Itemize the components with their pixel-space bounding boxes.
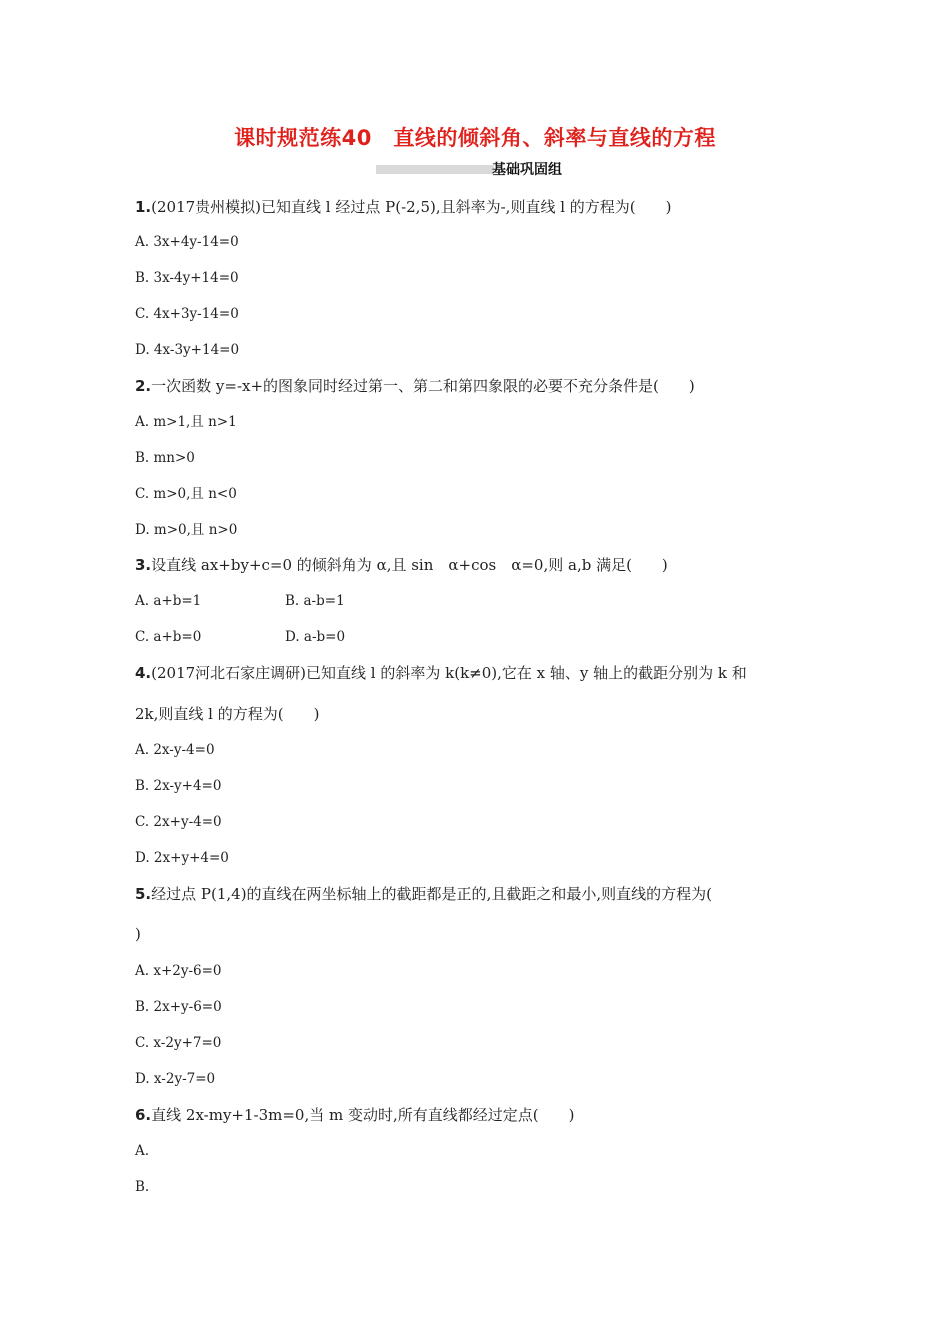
question-3-option-d: D. a-b=0: [285, 629, 346, 645]
question-1-option-d: D. 4x-3y+14=0: [135, 342, 240, 358]
question-number: 5.: [135, 885, 152, 903]
question-5-stem: [135, 884, 712, 904]
question-4-option-c: C. 2x+y-4=0: [135, 814, 222, 830]
question-text: (2017贵州模拟)已知直线 l 经过点 P(-2,5),且斜率为-,则直线 l 的方程为( ): [151, 198, 672, 216]
question-text: 直线 2x-my+1-3m=0,当 m 变动时,所有直线都经过定点( ): [151, 1106, 575, 1124]
question-6-stem: [135, 1105, 574, 1125]
question-1-option-c: C. 4x+3y-14=0: [135, 306, 239, 322]
section-title: 基础巩固组: [492, 162, 562, 178]
question-number: 6.: [135, 1106, 152, 1124]
page-title: 课时规范练40 直线的倾斜角、斜率与直线的方程: [234, 126, 716, 150]
question-2-option-d: D. m>0,且 n>0: [135, 522, 238, 538]
question-5-option-d: D. x-2y-7=0: [135, 1071, 216, 1087]
question-4-option-d: D. 2x+y+4=0: [135, 850, 229, 866]
question-5-option-b: B. 2x+y-6=0: [135, 999, 222, 1015]
question-2-option-a: A. m>1,且 n>1: [135, 414, 237, 430]
question-5-stem-continued: ): [135, 925, 141, 943]
question-1-option-a: A. 3x+4y-14=0: [135, 234, 239, 250]
section-header: [376, 159, 576, 181]
question-text: (2017河北石家庄调研)已知直线 l 的斜率为 k(k≠0),它在 x 轴、y 轴上的截距分别为 k 和: [151, 664, 747, 682]
question-text: 经过点 P(1,4)的直线在两坐标轴上的截距都是正的,且截距之和最小,则直线的方程为(: [151, 885, 712, 903]
question-6-option-a: A.: [135, 1143, 150, 1159]
question-4-option-b: B. 2x-y+4=0: [135, 778, 222, 794]
question-5-option-c: C. x-2y+7=0: [135, 1035, 222, 1051]
question-number: 3.: [135, 556, 152, 574]
question-1-option-b: B. 3x-4y+14=0: [135, 270, 239, 286]
question-3-option-c: C. a+b=0: [135, 629, 202, 645]
question-number: 2.: [135, 377, 152, 395]
question-6-option-b: B.: [135, 1179, 150, 1195]
question-2-option-b: B. mn>0: [135, 450, 195, 466]
question-2-option-c: C. m>0,且 n<0: [135, 486, 237, 502]
question-4-stem-continued: 2k,则直线 l 的方程为( ): [135, 705, 320, 723]
question-text: 一次函数 y=-x+的图象同时经过第一、第二和第四象限的必要不充分条件是( ): [151, 377, 695, 395]
question-4-option-a: A. 2x-y-4=0: [135, 742, 215, 758]
section-decoration-bar: [376, 165, 494, 174]
question-3-option-b: B. a-b=1: [285, 593, 345, 609]
question-3-stem: [135, 555, 668, 575]
question-3-option-a: A. a+b=1: [135, 593, 202, 609]
question-number: 1.: [135, 198, 152, 216]
question-4-stem: [135, 663, 747, 683]
question-2-stem: [135, 376, 695, 396]
question-1-stem: [135, 197, 672, 217]
question-text: 设直线 ax+by+c=0 的倾斜角为 α,且 sin α+cos α=0,则 a,b 满足( ): [151, 556, 668, 574]
question-5-option-a: A. x+2y-6=0: [135, 963, 222, 979]
question-number: 4.: [135, 664, 152, 682]
